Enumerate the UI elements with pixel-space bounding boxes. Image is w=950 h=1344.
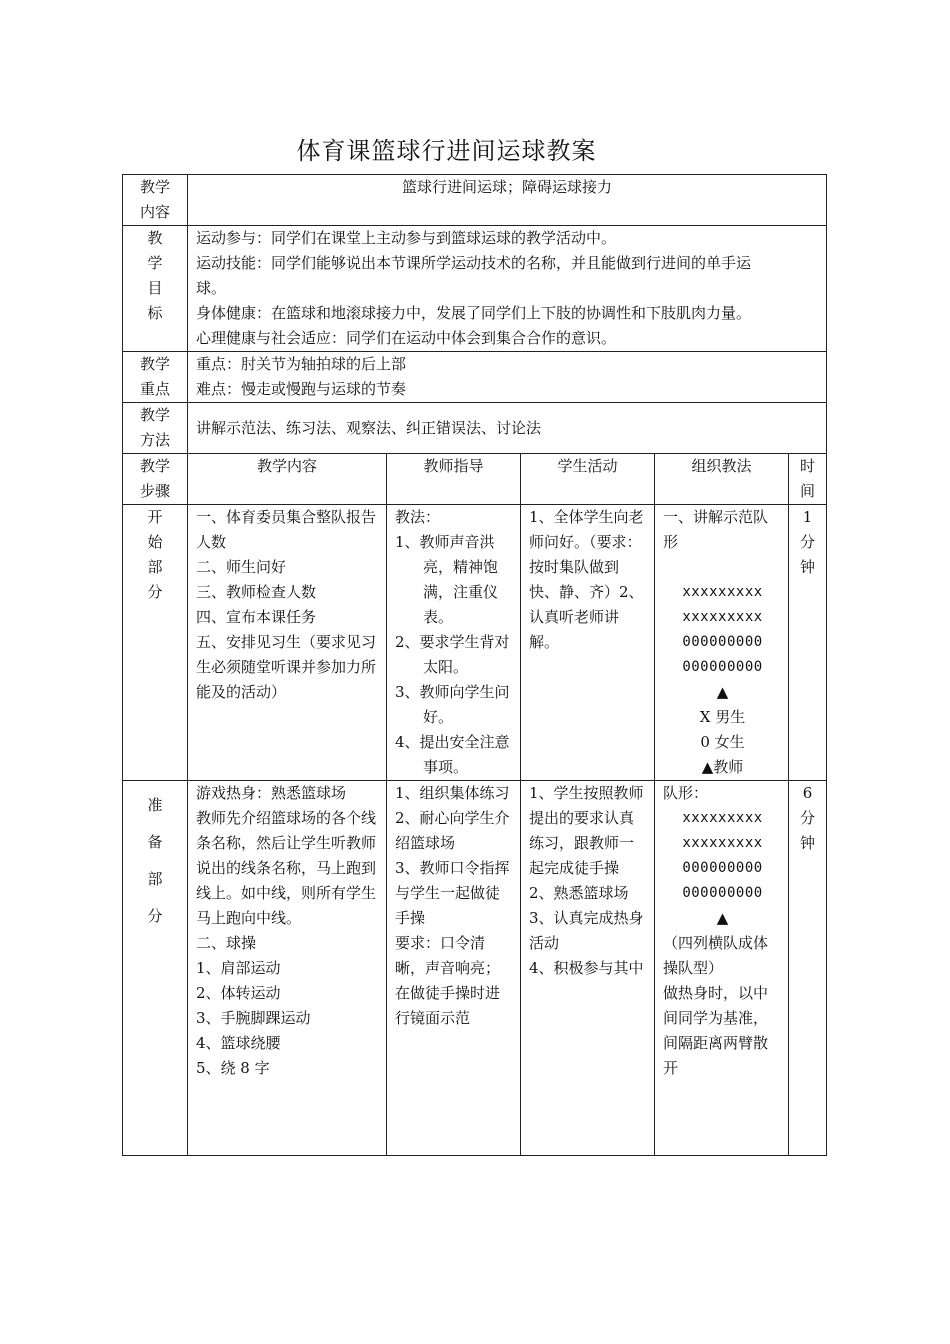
goals-text: 运动参与：同学们在课堂上主动参与到篮球运球的教学活动中。 运动技能：同学们能够说出本节课所学运动技术的名称，并且能做到行进间的单手运 球。 身体健康：在篮球和地滚球接力中，发展了同学们上下肢的协调性和下肢肌肉力量。 心理健康与社会适应：同学们在运动中体会到集合合作的意识。 <box>188 226 827 352</box>
row-prep <box>123 781 827 1156</box>
row-goals <box>123 226 827 352</box>
start-teacher: 教法： 1、教师声音洪亮，精神饱满，注重仪表。 2、要求学生背对太阳。 3、教师向学生问好。 4、提出安全注意事项。 <box>387 505 521 781</box>
prep-time: 6 分 钟 <box>789 781 827 1156</box>
prep-student: 1、学生按照教师提出的要求认真练习，跟教师一起完成徒手操 2、熟悉篮球场 3、认真完成热身活动 4、积极参与其中 <box>521 781 655 1156</box>
start-time: 1 分 钟 <box>789 505 827 781</box>
legend-teacher: ▲教师 <box>701 758 744 776</box>
formation-row: 000000000 <box>682 885 763 901</box>
prep-teacher: 1、组织集体练习 2、耐心向学生介绍篮球场 3、教师口令指挥与学生一起做徒手操 要求：口令清晰，声音响亮；在做徒手操时进行镜面示范 <box>387 781 521 1156</box>
content-value: 篮球行进间运球；障碍运球接力 <box>188 175 827 226</box>
header-teacher: 教师指导 <box>387 454 521 505</box>
row-content <box>123 175 827 226</box>
teacher-marker: ▲ <box>716 909 729 927</box>
label-steps: 教学 步骤 <box>123 454 188 505</box>
formation-row: xxxxxxxxx <box>682 835 763 851</box>
row-steps-header <box>123 454 827 505</box>
row-method <box>123 403 827 454</box>
label-goals: 教 学 目 标 <box>123 226 188 352</box>
row-start <box>123 505 827 781</box>
formation-row: xxxxxxxxx <box>682 584 763 600</box>
formation-row: 000000000 <box>682 860 763 876</box>
page-title: 体育课篮球行进间运球教案 <box>296 137 597 165</box>
start-content: 一、体育委员集合整队报告人数 二、师生问好 三、教师检查人数 四、宣布本课任务 五、安排见习生（要求见习生必须随堂听课并参加力所能及的活动） <box>188 505 387 781</box>
row-key <box>123 352 827 403</box>
formation-row: xxxxxxxxx <box>682 810 763 826</box>
method-text: 讲解示范法、练习法、观察法、纠正错误法、讨论法 <box>188 403 827 454</box>
start-student: 1、全体学生向老师问好。（要求：按时集队做到快、静、齐）2、认真听老师讲解。 <box>521 505 655 781</box>
header-time: 时 间 <box>789 454 827 505</box>
teacher-marker: ▲ <box>716 683 729 701</box>
prep-org: 队形： xxxxxxxxx xxxxxxxxx 000000000 000000000 ▲ （四列横队成体操队型） 做热身时，以中间同学为基准，间隔距离两臂散开 <box>655 781 789 1156</box>
label-start: 开 始 部 分 <box>123 505 188 781</box>
formation-row: 000000000 <box>682 634 763 650</box>
key-text: 重点：肘关节为轴拍球的后上部 难点：慢走或慢跑与运球的节奏 <box>188 352 827 403</box>
formation-row: xxxxxxxxx <box>682 609 763 625</box>
header-content: 教学内容 <box>188 454 387 505</box>
label-content: 教学 内容 <box>123 175 188 226</box>
prep-content: 游戏热身：熟悉篮球场 教师先介绍篮球场的各个线条名称，然后让学生听教师说出的线条名称，马上跑到线上。如中线，则所有学生马上跑向中线。 二、球操 1、肩部运动 2、体转运动 3、手腕脚踝运动 4、篮球绕腰 5、绕 8 字 <box>188 781 387 1156</box>
legend-male: X 男生 <box>699 708 746 726</box>
formation-row: 000000000 <box>682 659 763 675</box>
header-org: 组织教法 <box>655 454 789 505</box>
label-method: 教学 方法 <box>123 403 188 454</box>
label-key: 教学 重点 <box>123 352 188 403</box>
lesson-plan-table <box>122 174 827 1156</box>
label-prep: 准 备 部 分 <box>123 781 188 1156</box>
legend-female: 0 女生 <box>700 733 745 751</box>
start-org: 一、讲解示范队形 xxxxxxxxx xxxxxxxxx 000000000 000000000 ▲ X 男生 0 女生 ▲教师 <box>655 505 789 781</box>
header-student: 学生活动 <box>521 454 655 505</box>
